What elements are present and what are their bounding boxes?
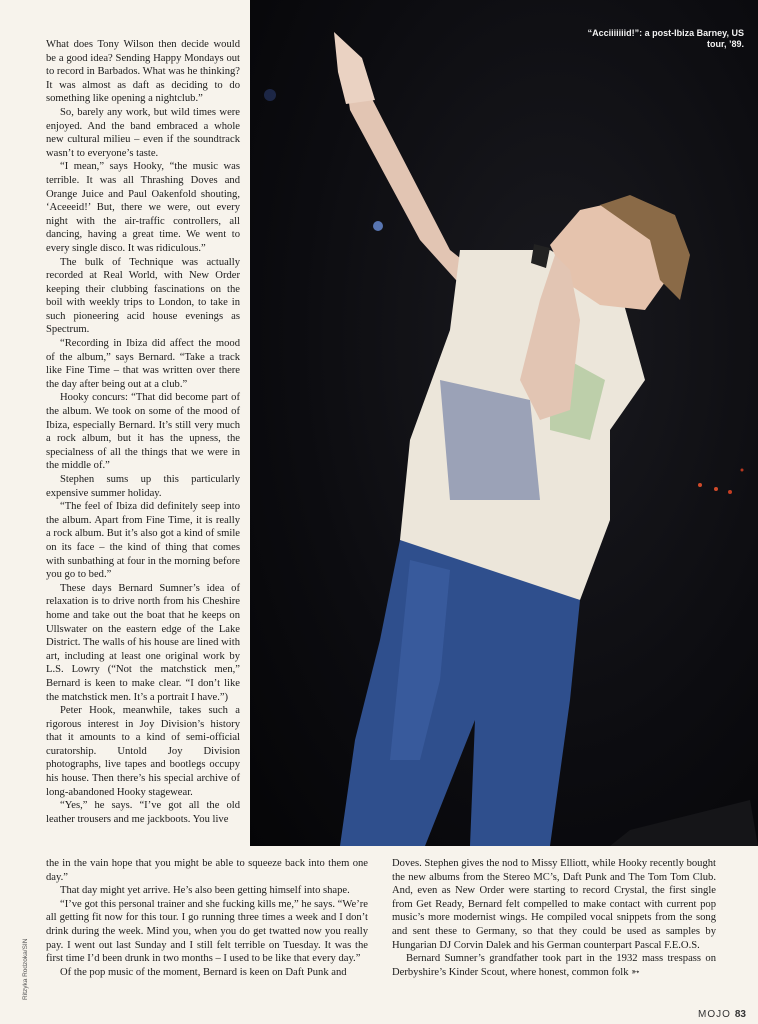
paragraph: the in the vain hope that you might be able to squeeze back into them one day.” [46, 858, 368, 883]
concert-photo [250, 0, 758, 846]
paragraph: “Recording in Ibiza did affect the mood of the album,” says Bernard. “Take a track like Fine Time – that was written over there the day after being out at a club.” [46, 338, 240, 390]
article-column-left [46, 38, 240, 826]
paragraph: Hooky concurs: “That did become part of the album. We took on some of the mood of Ibiza, especially Bernard. It’s still very much a rock album, but it has the upness, the specialness of all the things that we were in the middle of.” [46, 392, 240, 472]
paragraph: “The feel of Ibiza did definitely seep into the album. Apart from Fine Time, it is really a rock album. But it’s also got a kind of smile on its face – the kind of thing that comes with sunbathing at four in the morning before you go to bed.” [46, 501, 240, 581]
paragraph: “I mean,” says Hooky, “the music was terrible. It was all Thrashing Doves and Orange Juice and Paul Oakenfold shouting, ‘Aceeeid!’ But, there we were, out every night with the air-traffic controllers, all dancing, having a great time. We went to every single disco. It was ridiculous.” [46, 161, 240, 254]
singer-illustration [250, 0, 758, 846]
photo-credit: Ritzyka Rodzoka/SIN [22, 938, 29, 1000]
photo-caption: “Acciiiiiiid!”: a post-Ibiza Barney, US tour, ’89. [587, 28, 744, 49]
paragraph: The bulk of Technique was actually recorded at Real World, with New Order keeping their clubbing fascinations on the boil with weekly trips to London, to take in such pioneering acid house evenings as Spectrum. [46, 256, 240, 336]
page-number: 83 [734, 1009, 746, 1020]
article-column-bottom-right [392, 857, 716, 979]
paragraph-text: Bernard Sumner’s grandfather took part in the 1932 mass trespass on Derbyshire’s Kinder Scout, where honest, common folk [392, 953, 716, 978]
paragraph: Of the pop music of the moment, Bernard is keen on Daft Punk and [60, 966, 347, 978]
paragraph: So, barely any work, but wild times were enjoyed. And the band embraced a whole new cultural milieu – even if the soundtrack wasn’t to everyone’s taste. [46, 106, 240, 159]
continue-arrow-icon: ➳ [631, 966, 640, 978]
paragraph: “I’ve got this personal trainer and she fucking kills me,” he says. “We’re all getting fit now for this tour. I go running three times a week and I don’t drink during the week. Mind you, when you do get twatted now you really pay. I went out last Sunday and I still felt terrible on Tuesday. It was the first time I’d been drunk in two months – I used to be like that every day.” [46, 898, 368, 965]
article-column-bottom-left [46, 857, 368, 979]
paragraph: Stephen sums up this particularly expensive summer holiday. [46, 474, 240, 499]
paragraph: What does Tony Wilson then decide would be a good idea? Sending Happy Mondays out to record in Barbados. What was he thinking? It was almost as daft as deciding to do something like opening a nightclub.” [46, 39, 240, 105]
paragraph: “Yes,” he says. “I’ve got all the old leather trousers and me jackboots. You live [46, 800, 240, 825]
paragraph: Peter Hook, meanwhile, takes such a rigorous interest in Joy Division’s history that it amounts to a kind of semi-official curatorship. Untold Joy Division photographs, live tapes and bootlegs occupy his house. Then there’s his special archive of long-abandoned Hooky stagewear. [46, 705, 240, 798]
paragraph: Doves. Stephen gives the nod to Missy Elliott, while Hooky recently bought the new albums from the Stereo MC’s, Daft Punk and The Tom Tom Club. And, even as New Order were starting to record Crystal, the first single from Get Ready, Bernard felt compelled to make contact with current pop music’s more modernist wings. He compiled vocal snippets from the song and sent these to Germany, so that they could be used as samples by Hungarian DJ Corvin Dalek and his German counterpart Pascal F.E.O.S. [392, 858, 716, 951]
page-footer [698, 1009, 746, 1020]
paragraph: That day might yet arrive. He’s also been getting himself into shape. [60, 885, 350, 897]
paragraph [392, 952, 716, 979]
paragraph: These days Bernard Sumner’s idea of relaxation is to drive north from his Cheshire home and take out the boat that he keeps on Ullswater on the eastern edge of the Lake District. The walls of his house are lined with art, including at least one original work by L.S. Lowry (“Not the matchstick men,” Bernard is keen to make clear. “I don’t like the matchstick men. It’s a portrait I have.”) [46, 582, 240, 703]
magazine-name: MOJO [697, 1009, 731, 1020]
